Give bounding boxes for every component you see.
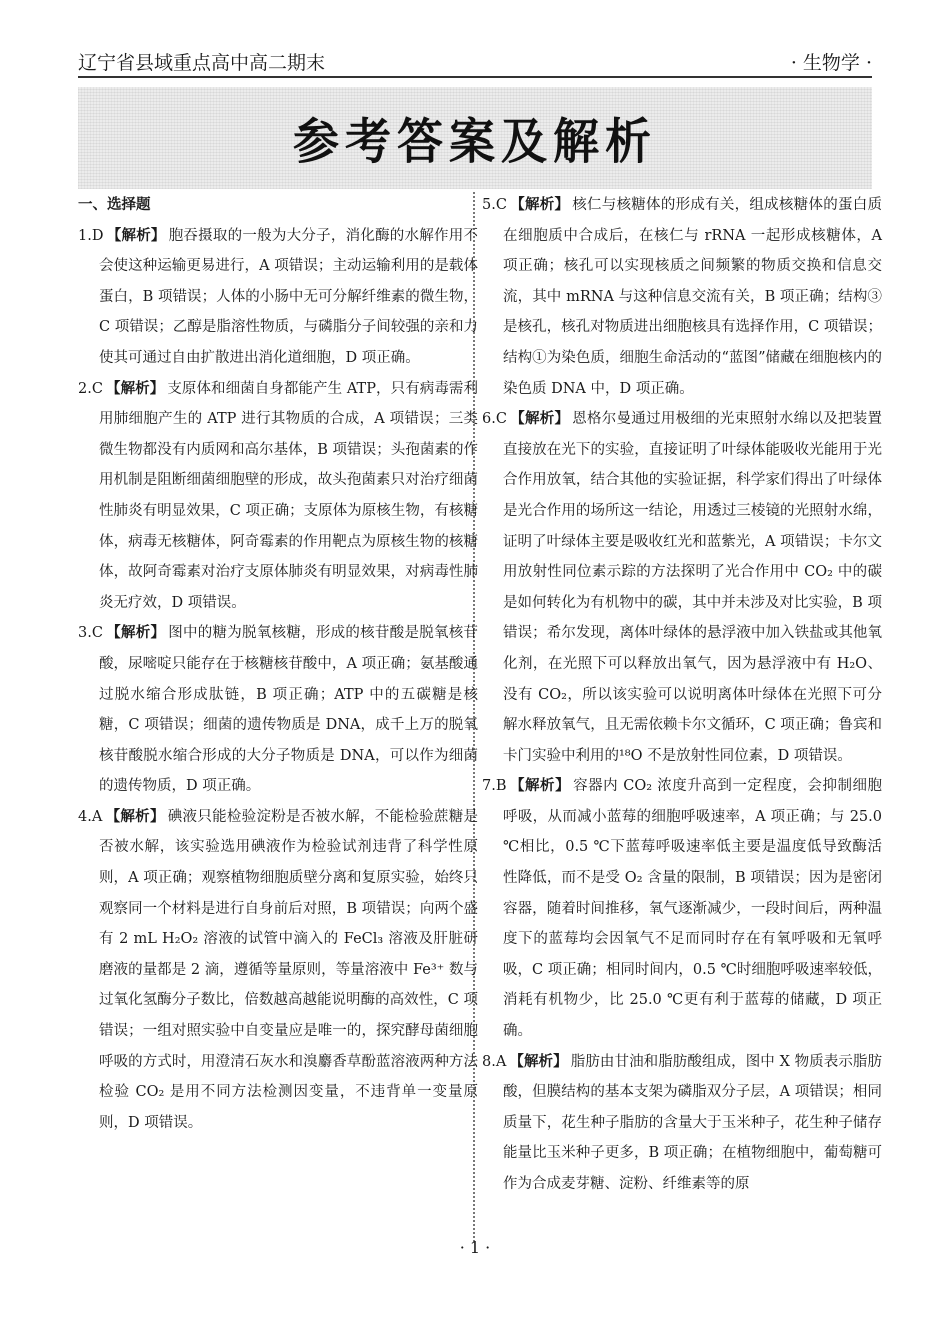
answer-number: 2.C — [78, 380, 103, 397]
analysis-tag: 【解析】 — [509, 778, 571, 795]
subject-label: · 生物学 · — [790, 52, 872, 74]
answer-text: 脂肪由甘油和脂肪酸组成，图中 X 物质表示脂肪酸，但膜结构的基本支架为磷脂双分子层，A 项错误；相同质量下，花生种子脂肪的含量大于玉米种子，花生种子储存能量比玉米种子更多，B 项正确；在植物细胞中，葡萄糖可作为合成麦芽糖、淀粉、纤维素等的原 — [503, 1053, 883, 1192]
answer-number: 1.D — [78, 227, 104, 244]
page-number: · 1 · — [459, 1238, 491, 1257]
answer-item-4 — [78, 802, 478, 1139]
answer-text: 胞吞摄取的一般为大分子，消化酶的水解作用不会使这种运输更易进行，A 项错误；主动运输利用的是载体蛋白，B 项错误；人体的小肠中无可分解纤维素的微生物，C 项错误；乙醇是脂溶性物质，与磷脂分子间较强的亲和力使其可通过自由扩散进出消化道细胞，D 项正确。 — [99, 227, 479, 366]
analysis-tag: 【解析】 — [509, 411, 570, 428]
page-title: 参考答案及解析 — [293, 112, 657, 170]
analysis-tag: 【解析】 — [105, 625, 166, 642]
title-banner — [78, 87, 872, 189]
analysis-tag: 【解析】 — [106, 227, 166, 244]
answer-item-1 — [78, 221, 478, 374]
answer-number: 7.B — [482, 778, 507, 795]
answer-text: 恩格尔曼通过用极细的光束照射水绵以及把装置直接放在光下的实验，直接证明了叶绿体能吸收光能用于光合作用放氧，结合其他的实验证据，科学家们得出了叶绿体是光合作用的场所这一结论，用透过三棱镜的光照射水绵，证明了叶绿体主要是吸收红光和蓝紫光，A 项错误；卡尔文用放射性同位素示踪的方法探明了光合作用中 CO₂ 中的碳是如何转化为有机物中的碳，其中并未涉及对比实验，B 项错误；希尔发现，离体叶绿体的悬浮液中加入铁盐或其他氧化剂，在光照下可以释放出氧气，因为悬浮液中有 H₂O、没有 CO₂，所以该实验可以说明离体叶绿体在光照下可分解水释放氧气，且无需依赖卡尔文循环，C 项正确；鲁宾和卡门实验中利用的¹⁸O 不是放射性同位素，D 项错误。 — [503, 411, 882, 764]
answer-item-8 — [482, 1047, 882, 1200]
right-column — [482, 190, 882, 1200]
analysis-tag: 【解析】 — [509, 197, 570, 213]
answer-text: 容器内 CO₂ 浓度升高到一定程度，会抑制细胞呼吸，从而减小蓝莓的细胞呼吸速率，A 项正确；与 25.0 ℃相比，0.5 ℃下蓝莓呼吸速率低主要是温度低导致酶活性降低，而不是受 O₂ 含量的限制，B 项错误；因为是密闭容器，随着时间推移，氧气逐渐减少，一段时间后，两种温度下的蓝莓均会因氧气不足而同时存在有氧呼吸和无氧呼吸，C 项正确；相同时间内，0.5 ℃时细胞呼吸速率较低，消耗有机物少，比 25.0 ℃更有利于蓝莓的储藏，D 项正确。 — [503, 778, 883, 1040]
analysis-tag: 【解析】 — [105, 808, 165, 825]
exam-name: 辽宁省县域重点高中高二期末 — [78, 52, 326, 74]
answer-item-2 — [78, 374, 478, 619]
answer-item-5 — [482, 190, 882, 404]
answer-item-6 — [482, 404, 882, 771]
answer-text: 图中的糖为脱氧核糖，形成的核苷酸是脱氧核苷酸，尿嘧啶只能存在于核糖核苷酸中，A 项正确；氨基酸通过脱水缩合形成肽链，B 项正确；ATP 中的五碳糖是核糖，C 项错误；细菌的遗传物质是 DNA，成千上万的脱氧核苷酸脱水缩合形成的大分子物质是 DNA，可以作为细菌的遗传物质，D 项正确。 — [99, 625, 478, 795]
answer-number: 3.C — [78, 625, 103, 642]
answer-text: 核仁与核糖体的形成有关，组成核糖体的蛋白质在细胞质中合成后，在核仁与 rRNA 一起形成核糖体，A 项正确；核孔可以实现核质之间频繁的物质交换和信息交流，其中 mRNA 与这种信息交流有关，B 项正确；结构③是核孔，核孔对物质进出细胞核具有选择作用，C 项错误；结构①为染色质，细胞生命活动的“蓝图”储藏在细胞核内的染色质 DNA 中，D 项正确。 — [503, 197, 882, 397]
analysis-tag: 【解析】 — [509, 1053, 568, 1070]
left-column — [78, 190, 478, 1138]
page-header — [78, 50, 872, 78]
answer-item-3 — [78, 618, 478, 802]
section-title: 一、选择题 — [78, 197, 151, 213]
answer-number: 4.A — [78, 808, 103, 825]
answer-number: 5.C — [482, 197, 507, 213]
analysis-tag: 【解析】 — [105, 380, 165, 397]
answer-number: 6.C — [482, 411, 507, 428]
answer-number: 8.A — [482, 1053, 507, 1070]
answer-text: 支原体和细菌自身都能产生 ATP，只有病毒需利用肺细胞产生的 ATP 进行其物质的合成，A 项错误；三类微生物都没有内质网和高尔基体，B 项错误；头孢菌素的作用机制是阻断细菌细胞壁的形成，故头孢菌素只对治疗细菌性肺炎有明显效果，C 项正确；支原体为原核生物，有核糖体，病毒无核糖体，阿奇霉素的作用靶点为原核生物的核糖体，故阿奇霉素对治疗支原体肺炎有明显效果，对病毒性肺炎无疗效，D 项错误。 — [99, 380, 479, 611]
answer-text: 碘液只能检验淀粉是否被水解，不能检验蔗糖是否被水解，该实验选用碘液作为检验试剂违背了科学性原则，A 项正确；观察植物细胞质壁分离和复原实验，始终只观察同一个材料是进行自身前后对照，B 项错误；向两个盛有 2 mL H₂O₂ 溶液的试管中滴入的 FeCl₃ 溶液及肝脏研磨液的量都是 2 滴，遵循等量原则，等量溶液中 Fe³⁺ 数与过氧化氢酶分子数比，倍数越高越能说明酶的高效性，C 项错误；一组对照实验中自变量应是唯一的，探究酵母菌细胞呼吸的方式时，用澄清石灰水和溴麝香草酚蓝溶液两种方法检验 CO₂ 是用不同方法检测因变量，不违背单一变量原则，D 项错误。 — [99, 808, 478, 1131]
answer-item-7 — [482, 771, 882, 1046]
